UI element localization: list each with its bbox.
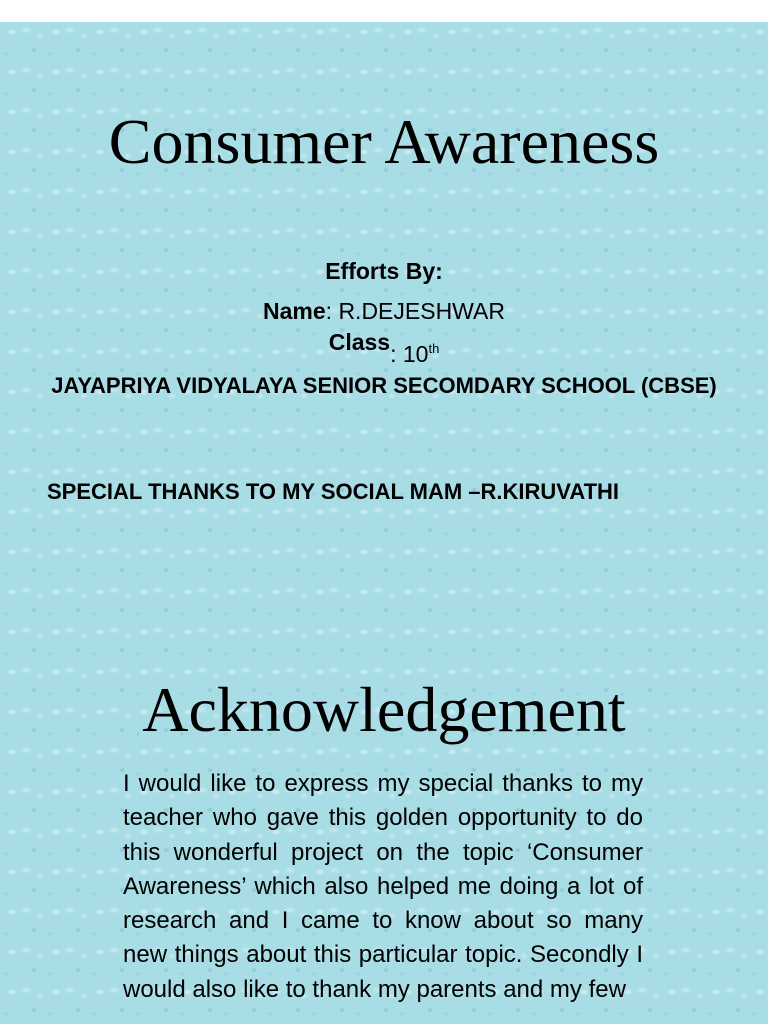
class-suffix: th	[428, 341, 440, 356]
class-value-group	[390, 341, 439, 367]
class-label: Class	[328, 329, 391, 355]
class-separator: :	[390, 341, 403, 367]
acknowledgement-title: Acknowledgement	[142, 674, 626, 745]
document-page	[0, 22, 768, 1024]
name-label: Name	[263, 298, 326, 324]
special-thanks: SPECIAL THANKS TO MY SOCIAL MAM –R.KIRUVATHI	[47, 479, 620, 504]
name-separator: :	[325, 298, 339, 324]
class-value: 10	[402, 341, 429, 367]
name-line	[0, 300, 768, 323]
school-name: JAYAPRIYA VIDYALAYA SENIOR SECOMDARY SCHOOL (CBSE)	[51, 373, 717, 398]
acknowledgement-body: I would like to express my special thanks to my teacher who gave this golden opportunity to do this wonderful project on the topic ‘Consumer Awareness’ which also helped me doing a lot of research and I came to know about so many new things about this particular topic. Secondly I would also like to thank my parents and my few	[123, 770, 643, 1003]
class-line	[0, 329, 768, 367]
name-value: R.DEJESHWAR	[338, 298, 505, 324]
efforts-by-label: Efforts By:	[325, 258, 443, 284]
page-title: Consumer Awareness	[108, 106, 660, 177]
